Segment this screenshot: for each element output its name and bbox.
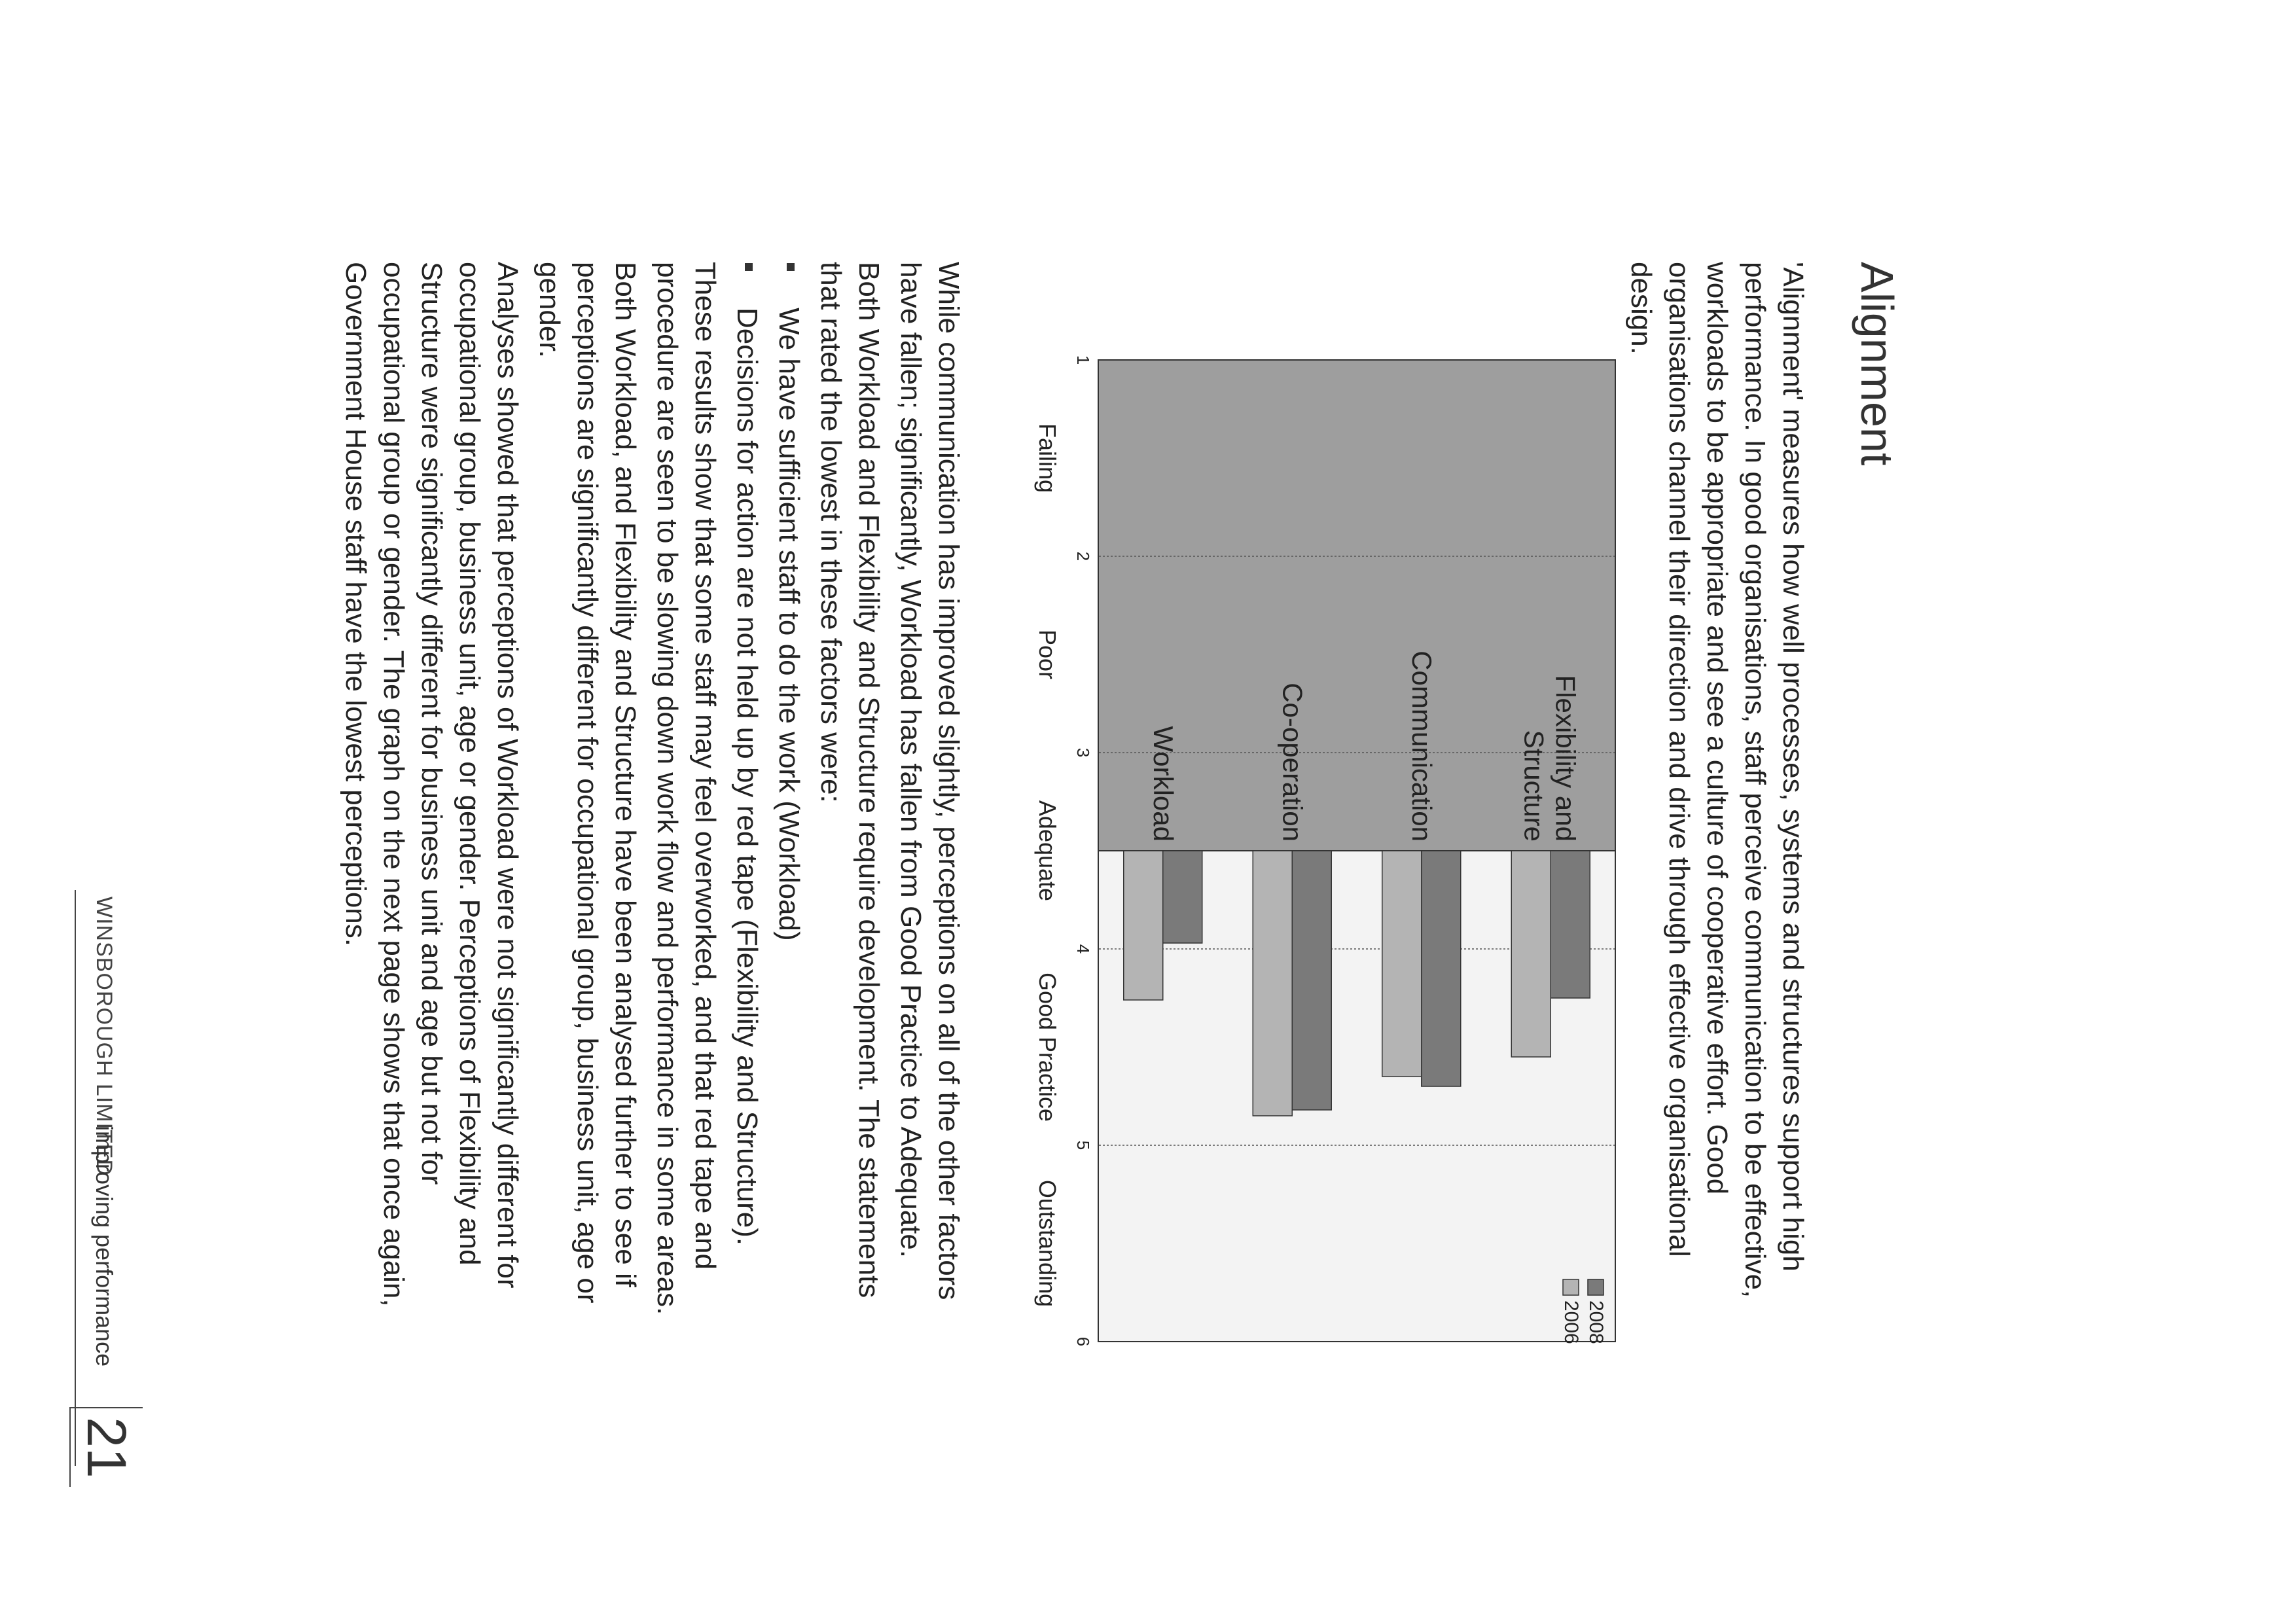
bar-2006-co-operation — [1253, 851, 1292, 1116]
legend-label: 2006 — [1560, 1300, 1582, 1344]
paragraph-analyses-showed: Analyses showed that perceptions of Workload were not significantly different for occupational group, business unit, age or gender. Perceptions of Flexibility and Structure were significantly different for business unit and age but not for occupational group or gender. The graph on the next page shows that once again, Government House staff have the lowest perceptions. — [340, 262, 524, 1307]
paragraph-results: These results show that some staff may feel overworked, and that red tape and procedure are seen to be slowing down work flow and performance in some areas. — [651, 262, 721, 1315]
body-text — [332, 262, 967, 1335]
tick-label: Failing — [1034, 423, 1061, 493]
tick-label: Adequate — [1034, 800, 1061, 902]
bar-2008-flexibility-and-structure — [1551, 851, 1590, 998]
category-label: Flexibility andStructure — [1518, 675, 1581, 842]
footer-tagline: improving performance — [91, 1126, 118, 1367]
legend-swatch — [1563, 1279, 1579, 1295]
bar-2006-flexibility-and-structure — [1511, 851, 1551, 1057]
legend-label: 2008 — [1585, 1300, 1607, 1344]
section-heading: Alignment — [1852, 262, 1903, 466]
bar-2006-workload — [1124, 851, 1163, 1000]
statement-workload: We have sufficient staff to do the work (Workload) — [770, 262, 808, 1335]
tick-number: 6 — [1073, 1336, 1093, 1347]
footer-rule — [75, 890, 76, 1466]
axis-ticks — [1034, 355, 1093, 1346]
tick-number: 4 — [1073, 944, 1093, 954]
intro-paragraph: 'Alignment' measures how well processes, systems and structures support high performance. In good organisations, staff perceive communication to be effective, workloads to be appropriate and see a culture of cooperative effort. Good organisations channel their direction and drive through effective organisational design. — [1625, 262, 1809, 1298]
statement-red-tape: Decisions for action are not held up by red tape (Flexibility and Structure). — [728, 262, 766, 1335]
footer-company-name: WINSBOROUGH LIMITED — [92, 897, 117, 1177]
paragraph-analysis: Both Workload, and Flexibility and Structure have been analysed further to see if perceptions are significantly different for occupational group, business unit, age or gender. — [533, 262, 641, 1304]
category-label: Co-operation — [1277, 683, 1308, 842]
bar-2008-communication — [1422, 851, 1461, 1086]
bar-2008-co-operation — [1292, 851, 1331, 1110]
category-label: Workload — [1147, 726, 1179, 842]
page-number: 21 — [69, 1407, 143, 1487]
tick-number: 1 — [1073, 355, 1093, 365]
tick-number: 3 — [1073, 747, 1093, 758]
paragraph-communication: While communication has improved slightly, perceptions on all of the other factors have fallen; significantly, Workload has fallen from Good Practice to Adequate. — [895, 262, 965, 1300]
paragraph-development: Both Workload and Flexibility and Structure require development. The statements that rated the lowest in these factors were: — [815, 262, 885, 1298]
bar-2008-workload — [1163, 851, 1202, 943]
legend-swatch — [1588, 1279, 1604, 1295]
tick-number: 5 — [1073, 1140, 1093, 1150]
statement-list — [728, 262, 808, 1335]
tick-number: 2 — [1073, 551, 1093, 562]
tick-label: Poor — [1034, 629, 1061, 680]
alignment-bar-chart — [1026, 340, 1622, 1355]
bar-2006-communication — [1382, 851, 1422, 1077]
category-label: Communication — [1406, 651, 1437, 842]
tick-label: Outstanding — [1034, 1179, 1061, 1308]
tick-label: Good Practice — [1034, 972, 1061, 1122]
